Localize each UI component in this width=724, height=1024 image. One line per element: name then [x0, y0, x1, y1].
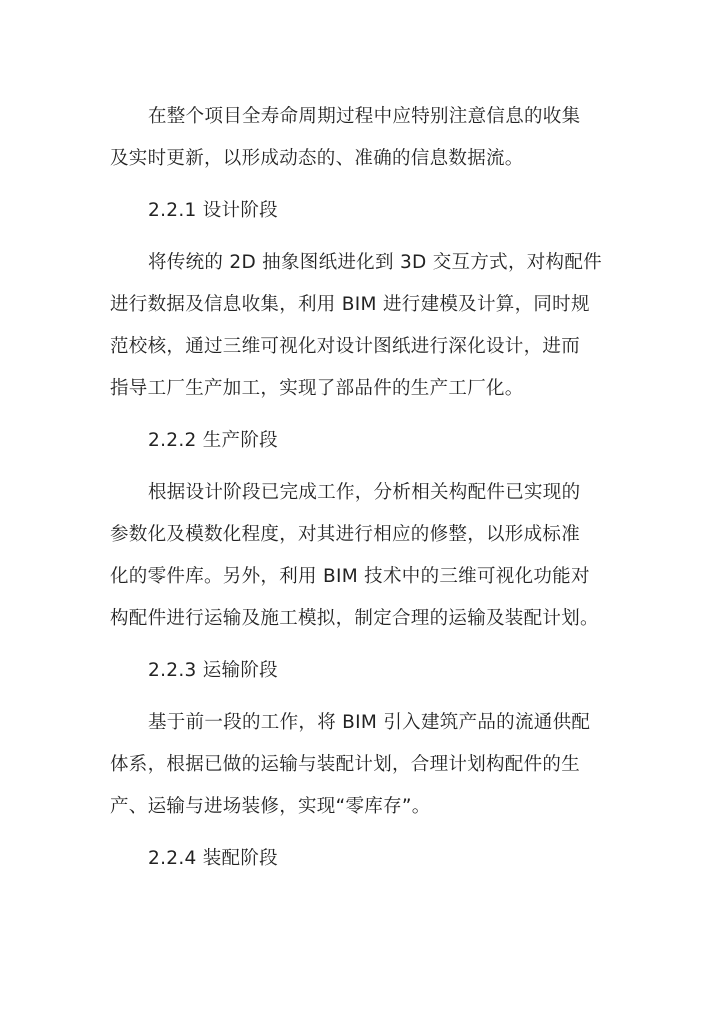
- paragraph-line: 化的零件库。另外，利用 BIM 技术中的三维可视化功能对: [110, 566, 590, 587]
- paragraph-line: 进行数据及信息收集，利用 BIM 进行建模及计算，同时规: [110, 294, 590, 315]
- section-heading-transport: 2.2.3 运输阶段: [148, 660, 278, 681]
- paragraph-line: 根据设计阶段已完成工作，分析相关构配件已实现的: [148, 482, 581, 503]
- paragraph-line: 基于前一段的工作，将 BIM 引入建筑产品的流通供配: [148, 712, 591, 733]
- paragraph-production: [110, 472, 610, 640]
- paragraph-line: 及实时更新，以形成动态的、准确的信息数据流。: [110, 148, 524, 169]
- paragraph-line: 将传统的 2D 抽象图纸进化到 3D 交互方式，对构配件: [148, 252, 602, 273]
- paragraph-line: 参数化及模数化程度，对其进行相应的修整，以形成标准: [110, 524, 581, 545]
- paragraph-line: 范校核，通过三维可视化对设计图纸进行深化设计，进而: [110, 336, 581, 357]
- paragraph-line: 体系，根据已做的运输与装配计划，合理计划构配件的生: [110, 754, 581, 775]
- paragraph-line: 指导工厂生产加工，实现了部品件的生产工厂化。: [110, 378, 524, 399]
- paragraph-intro: [110, 96, 610, 180]
- document-page: [110, 96, 610, 890]
- paragraph-line: 构配件进行运输及施工模拟，制定合理的运输及装配计划。: [110, 608, 599, 629]
- paragraph-transport: [110, 702, 610, 828]
- paragraph-line: 在整个项目全寿命周期过程中应特别注意信息的收集: [148, 106, 581, 127]
- section-heading-design: 2.2.1 设计阶段: [148, 200, 278, 221]
- paragraph-design: [110, 242, 610, 410]
- section-heading-assembly: 2.2.4 装配阶段: [148, 848, 278, 869]
- paragraph-line: 产、运输与进场装修，实现“零库存”。: [110, 796, 431, 817]
- section-heading-production: 2.2.2 生产阶段: [148, 430, 278, 451]
